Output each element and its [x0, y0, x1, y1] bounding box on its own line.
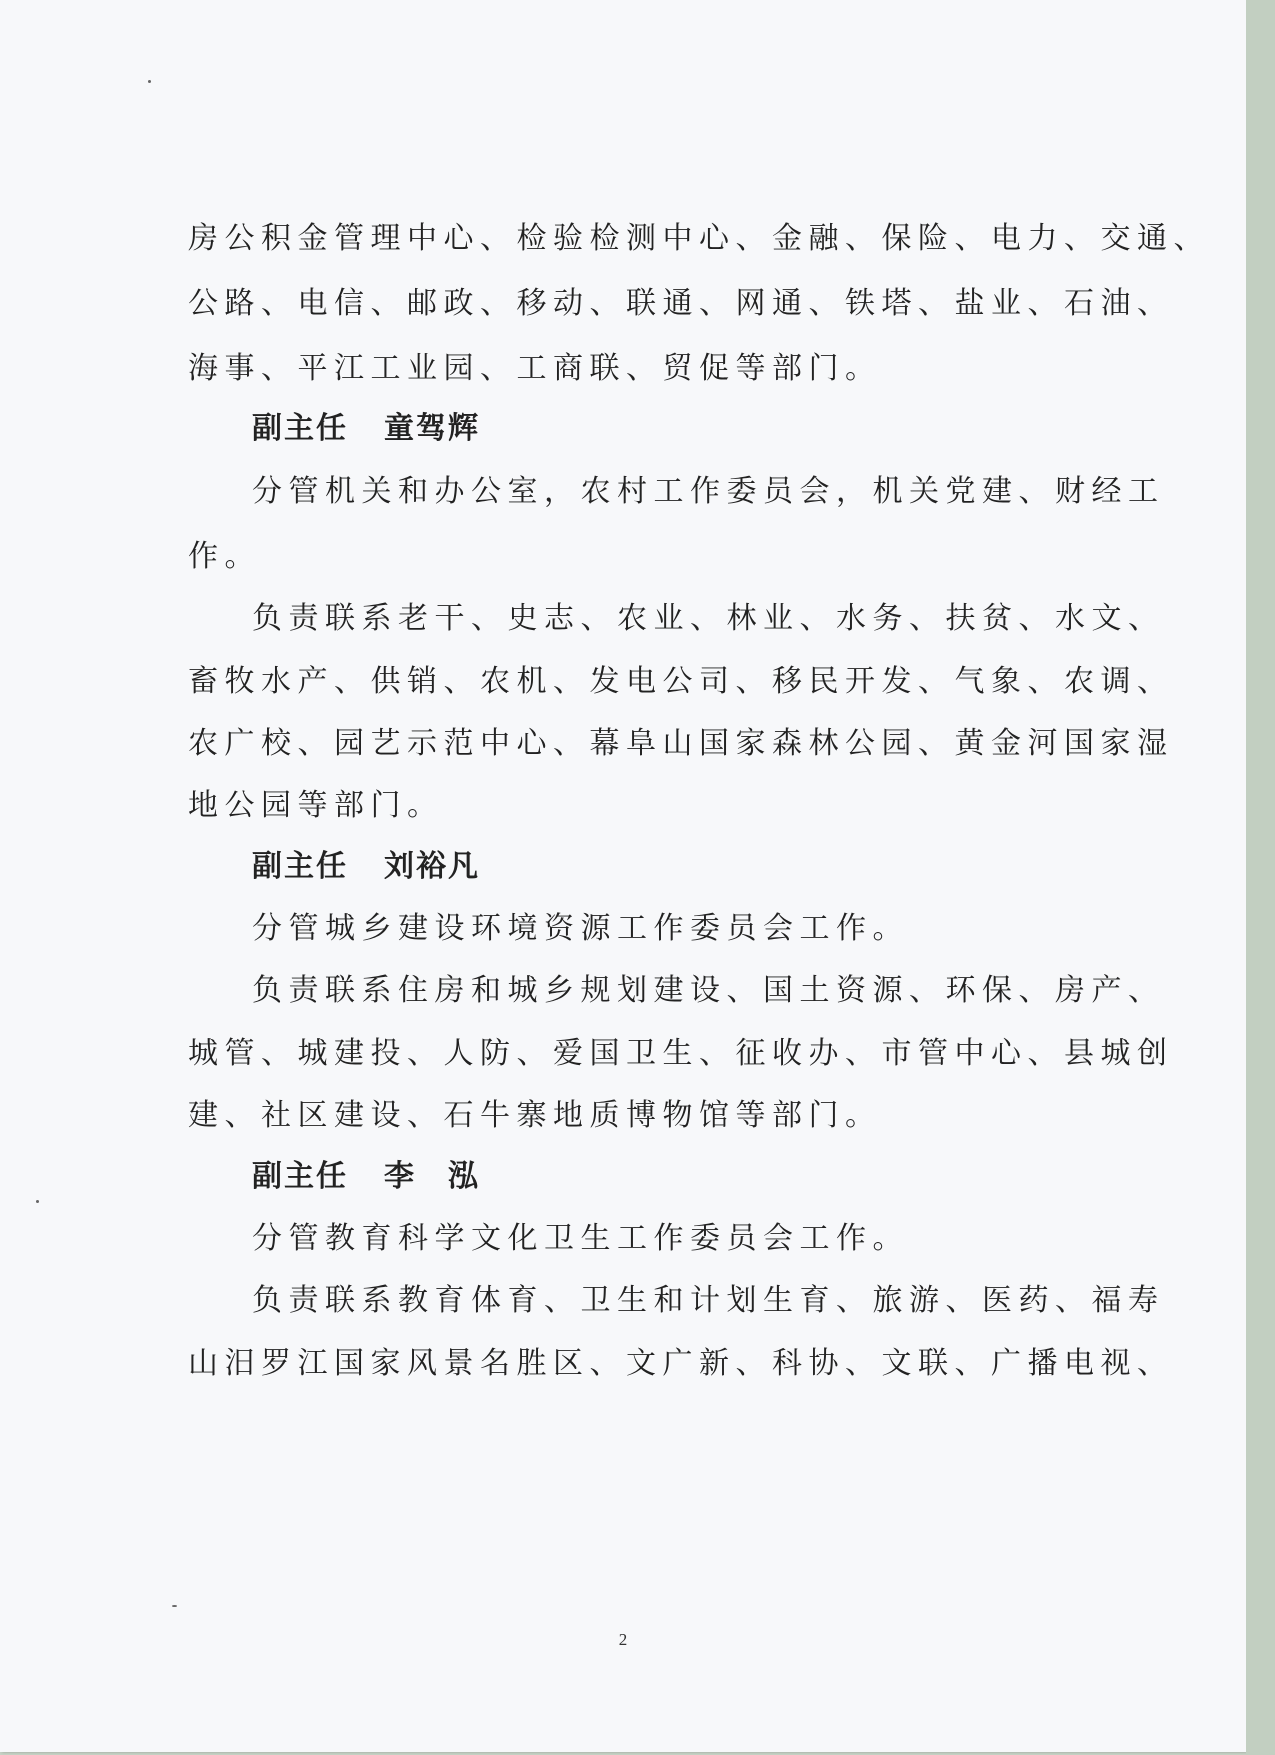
section-heading: [252, 1160, 480, 1194]
paragraph-line: 负责联系住房和城乡规划建设、国土资源、环保、房产、: [252, 973, 1165, 1008]
paragraph-line: 畜牧水产、供销、农机、发电公司、移民开发、气象、农调、: [188, 664, 1174, 699]
paragraph-line: 分管城乡建设环境资源工作委员会工作。: [252, 911, 909, 946]
paragraph-line: 地公园等部门。: [188, 788, 444, 823]
paragraph-line: 房公积金管理中心、检验检测中心、金融、保险、电力、交通、: [188, 221, 1210, 256]
scan-speck: [36, 1200, 39, 1203]
paragraph-line: 海事、平江工业园、工商联、贸促等部门。: [188, 351, 882, 386]
heading-name: 李 泓: [384, 1159, 480, 1194]
paragraph-line: 负责联系老干、史志、农业、林业、水务、扶贫、水文、: [252, 601, 1165, 636]
paragraph-line: 山汨罗江国家风景名胜区、文广新、科协、文联、广播电视、: [188, 1346, 1174, 1381]
paragraph-line: 作。: [188, 539, 261, 574]
heading-name: 刘裕凡: [384, 849, 480, 884]
heading-title: 副主任: [252, 1159, 348, 1194]
paragraph-line: 负责联系教育体育、卫生和计划生育、旅游、医药、福寿: [252, 1283, 1165, 1318]
section-heading: [252, 412, 480, 446]
heading-title: 副主任: [252, 411, 348, 446]
heading-title: 副主任: [252, 849, 348, 884]
paragraph-line: 建、社区建设、石牛寨地质博物馆等部门。: [188, 1098, 882, 1133]
page-number: 2: [618, 1630, 628, 1649]
paragraph-line: 分管教育科学文化卫生工作委员会工作。: [252, 1221, 909, 1256]
section-heading: [252, 850, 480, 884]
paragraph-line: 公路、电信、邮政、移动、联通、网通、铁塔、盐业、石油、: [188, 286, 1174, 321]
scan-edge: [1246, 0, 1275, 1755]
scan-speck: [172, 1605, 177, 1607]
scan-speck: [148, 80, 151, 83]
paragraph-line: 分管机关和办公室，农村工作委员会，机关党建、财经工: [252, 474, 1165, 509]
heading-name: 童驾辉: [384, 411, 480, 446]
paragraph-line: 城管、城建投、人防、爱国卫生、征收办、市管中心、县城创: [188, 1036, 1174, 1071]
paragraph-line: 农广校、园艺示范中心、幕阜山国家森林公园、黄金河国家湿: [188, 726, 1174, 761]
